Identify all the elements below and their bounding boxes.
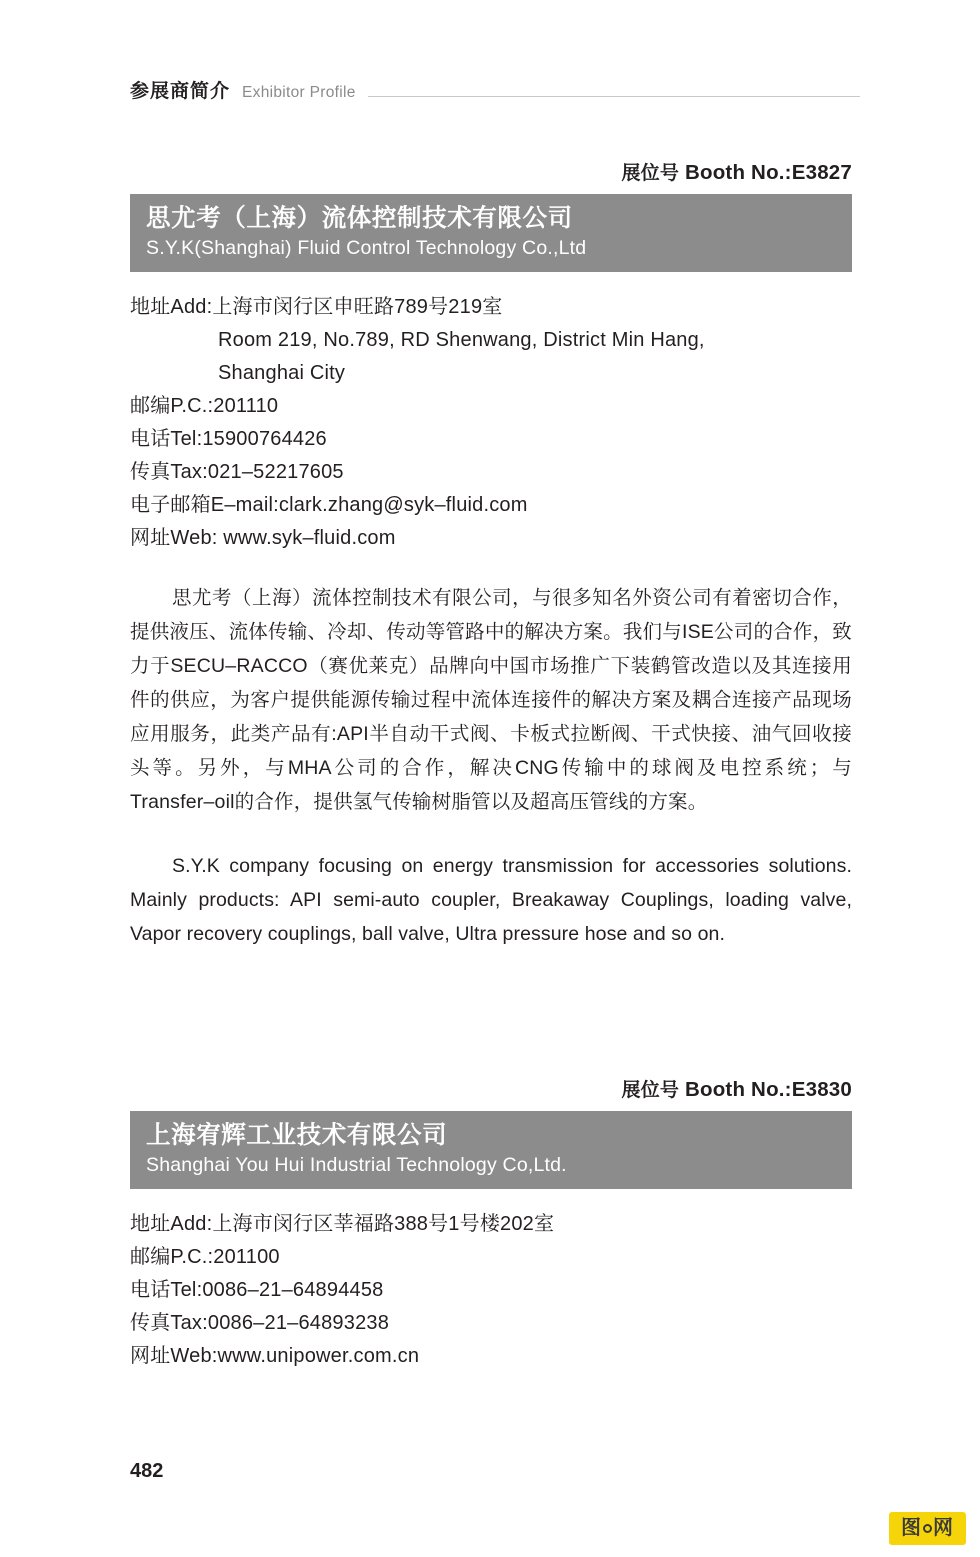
company-name-en: S.Y.K(Shanghai) Fluid Control Technology Co.,Ltd xyxy=(146,236,587,259)
booth-label-en: Booth No.: xyxy=(684,1078,792,1101)
watermark-circle-icon xyxy=(923,1524,932,1533)
booth-number-line xyxy=(130,158,852,185)
running-head-title-en: Exhibitor Profile xyxy=(242,84,356,101)
contact-fax: 传真Tax:021–52217605 xyxy=(130,461,344,483)
contact-address-cn: 地址Add:上海市闵行区申旺路789号219室 xyxy=(130,296,503,318)
contact-website: 网址Web:www.unipower.com.cn xyxy=(130,1345,420,1367)
running-head-rule xyxy=(368,96,860,97)
contact-address-en-line1: Room 219, No.789, RD Shenwang, District Min Hang, xyxy=(218,329,705,351)
contact-telephone: 电话Tel:0086–21–64894458 xyxy=(130,1279,384,1301)
contact-fax: 传真Tax:0086–21–64893238 xyxy=(130,1312,390,1334)
watermark-text-left: 图 xyxy=(901,1517,922,1539)
booth-number: E3827 xyxy=(791,161,852,184)
contact-postcode: 邮编P.C.:201110 xyxy=(130,395,279,417)
company-name-en: Shanghai You Hui Industrial Technology Co,Ltd. xyxy=(146,1153,567,1176)
booth-label-en: Booth No.: xyxy=(684,161,792,184)
company-name-bar xyxy=(130,194,852,272)
booth-number-line xyxy=(130,1075,852,1102)
contact-block xyxy=(130,291,852,555)
contact-website: 网址Web: www.syk–fluid.com xyxy=(130,527,396,549)
contact-telephone: 电话Tel:15900764426 xyxy=(130,428,327,450)
company-name-cn: 思尤考（上海）流体控制技术有限公司 xyxy=(146,205,573,232)
contact-address-cn: 地址Add:上海市闵行区莘福路388号1号楼202室 xyxy=(130,1213,555,1235)
page-number: 482 xyxy=(130,1460,164,1482)
running-head xyxy=(130,76,860,103)
booth-label-cn: 展位号 xyxy=(621,163,680,184)
exhibitor-entry xyxy=(130,158,852,951)
description-paragraph-cn: 思尤考（上海）流体控制技术有限公司，与很多知名外资公司有着密切合作，提供液压、流体传输、冷却、传动等管路中的解决方案。我们与ISE公司的合作，致力于SECU–RACCO（赛优莱克）品牌向中国市场推广下装鹤管改造以及其连接用件的供应，为客户提供能源传输过程中流体连接件的解决方案及耦合连接产品现场应用服务，此类产品有:API半自动干式阀、卡板式拉断阀、干式快接、油气回收接头等。另外，与MHA公司的合作，解决CNG传输中的球阀及电控系统；与Transfer–oil的合作，提供氢气传输树脂管以及超高压管线的方案。 xyxy=(130,587,852,813)
running-head-title-cn: 参展商简介 xyxy=(130,81,231,102)
watermark-text-right: 网 xyxy=(933,1517,954,1539)
contact-block xyxy=(130,1208,852,1373)
exhibitor-entry xyxy=(130,1075,852,1373)
booth-label-cn: 展位号 xyxy=(621,1080,680,1101)
contact-postcode: 邮编P.C.:201100 xyxy=(130,1246,280,1268)
description-paragraph-en: S.Y.K company focusing on energy transmission for accessories solutions. Mainly products: API semi-auto coupler, Breakaway Couplings, loading valve, Vapor recovery couplings, ball valve, Ultra pressure hose and so on. xyxy=(130,855,852,945)
company-name-cn: 上海宥辉工业技术有限公司 xyxy=(146,1122,448,1149)
contact-address-en-line2: Shanghai City xyxy=(218,362,346,384)
company-name-bar xyxy=(130,1111,852,1189)
watermark-logo xyxy=(889,1512,966,1545)
booth-number: E3830 xyxy=(791,1078,852,1101)
contact-email: 电子邮箱E–mail:clark.zhang@syk–fluid.com xyxy=(130,494,528,516)
